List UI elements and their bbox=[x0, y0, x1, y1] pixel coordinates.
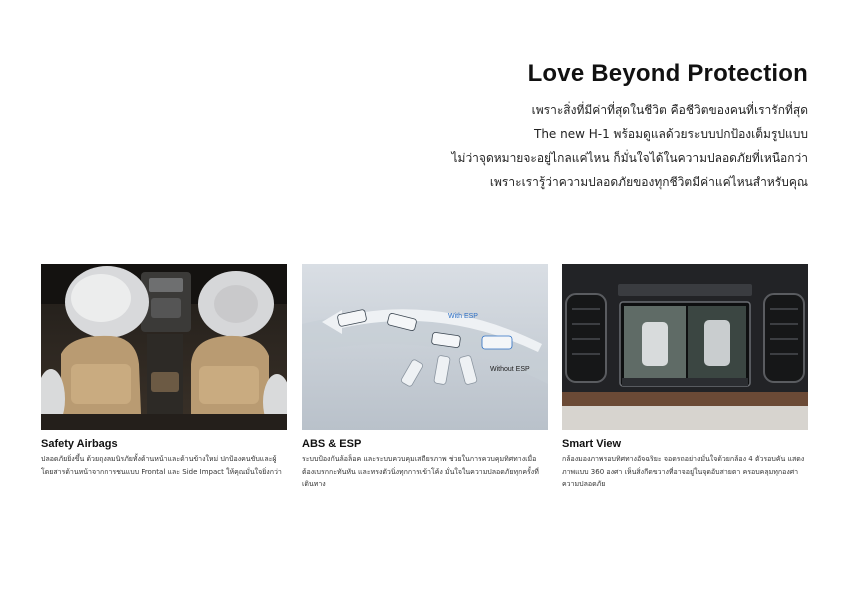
intro-line: ไม่ว่าจุดหมายจะอยู่ไกลแค่ไหน ก็มั่นใจได้ในความปลอดภัยที่เหนือกว่า bbox=[451, 151, 808, 165]
intro-line: เพราะสิ่งที่มีค่าที่สุดในชีวิต คือชีวิตของคนที่เรารักที่สุด bbox=[531, 103, 808, 117]
feature-description: กล้องมองภาพรอบทิศทางอัจฉริยะ จอดรถอย่างมั่นใจด้วยกล้อง 4 ตัวรอบคัน แสดงภาพแบบ 360 องศา เห็นสิ่งกีดขวางที่อาจอยู่ในจุดอับสายตา ครอบคลุมทุกองศาความปลอดภัย bbox=[562, 455, 805, 488]
page-title: Love Beyond Protection bbox=[527, 60, 808, 87]
feature-description: ระบบป้องกันล้อล็อค และระบบควบคุมเสถียรภาพ ช่วยในการควบคุมทิศทางเมื่อต้องเบรกกะทันหัน และทรงตัวนิ่งทุกการเข้าโค้ง มั่นใจในความปลอดภัยทุกครั้งที่เดินทาง bbox=[302, 455, 539, 488]
with-esp-label: With ESP bbox=[448, 313, 478, 320]
without-esp-label: Without ESP bbox=[490, 366, 530, 373]
feature-abs-esp bbox=[302, 264, 548, 491]
feature-smart-view bbox=[562, 264, 808, 491]
intro-line: The new H-1 พร้อมดูแลด้วยระบบปกป้องเต็มรูปแบบ bbox=[534, 127, 808, 141]
feature-title: ABS & ESP bbox=[302, 438, 362, 450]
intro-paragraph bbox=[288, 98, 808, 194]
abs-esp-illustration bbox=[302, 264, 548, 430]
feature-description: ปลอดภัยยิ่งขึ้น ด้วยถุงลมนิรภัยทั้งด้านหน้าและด้านข้างใหม่ ปกป้องคนขับและผู้โดยสารด้านหน้าจากการชนแบบ Frontal และ Side Impact ให้คุณมั่นใจยิ่งกว่า bbox=[41, 455, 282, 476]
feature-safety-airbags bbox=[41, 264, 287, 478]
feature-title: Safety Airbags bbox=[41, 438, 118, 450]
feature-title: Smart View bbox=[562, 438, 622, 450]
airbags-photo bbox=[41, 264, 287, 430]
intro-line: เพราะเรารู้ว่าความปลอดภัยของทุกชีวิตมีค่าแค่ไหนสำหรับคุณ bbox=[489, 175, 808, 189]
smart-view-photo bbox=[562, 264, 808, 430]
